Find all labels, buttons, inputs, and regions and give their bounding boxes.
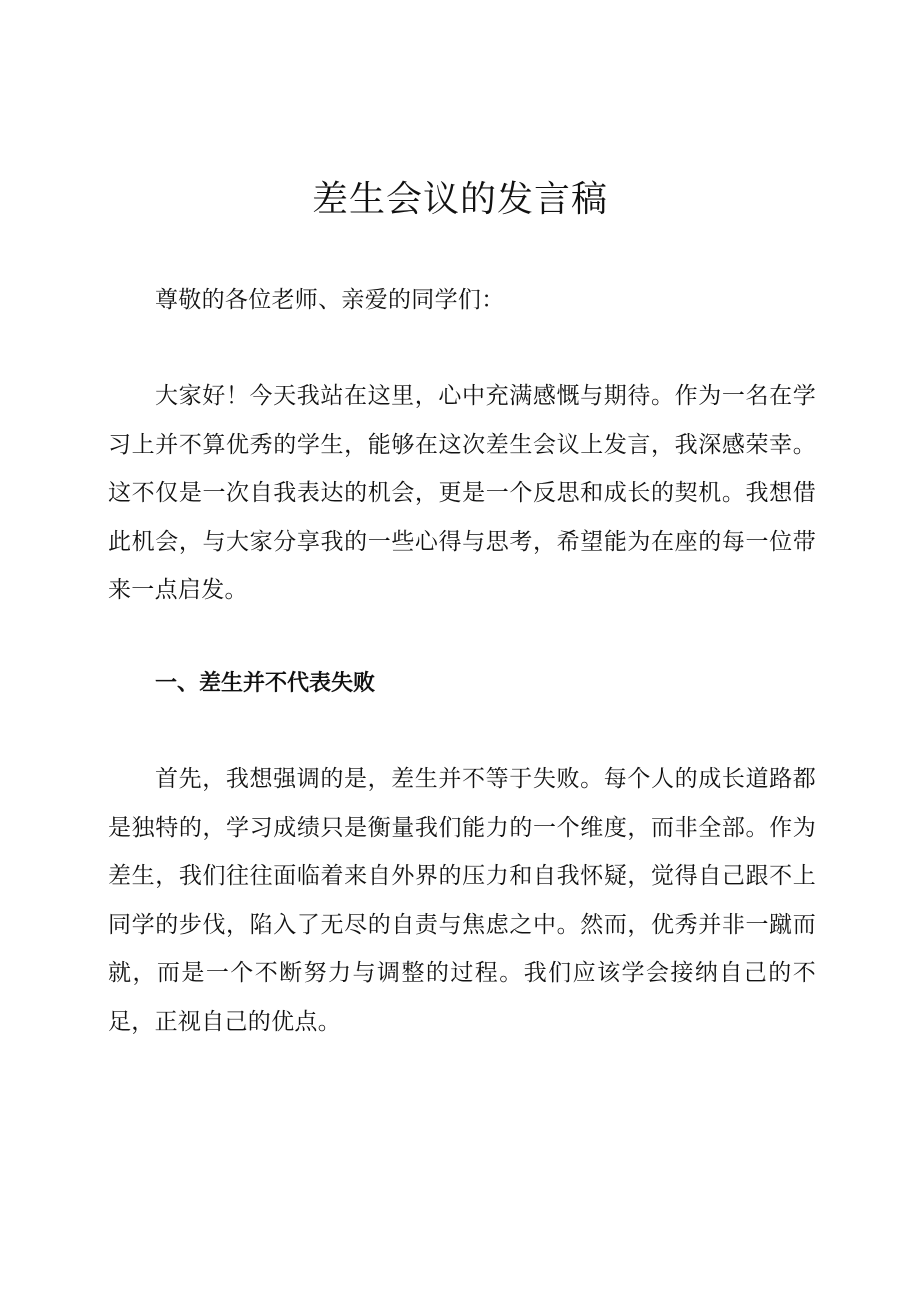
- paragraph-intro: 大家好！今天我站在这里，心中充满感慨与期待。作为一名在学习上并不算优秀的学生，能够在这次差生会议上发言，我深感荣幸。这不仅是一次自我表达的机会，更是一个反思和成长的契机。我想借此机会，与大家分享我的一些心得与思考，希望能为在座的每一位带来一点启发。: [108, 383, 816, 603]
- document-title: 差生会议的发言稿: [311, 179, 608, 220]
- salutation: 尊敬的各位老师、亲爱的同学们：: [155, 287, 505, 313]
- section-heading: 一、差生并不代表失败: [155, 671, 376, 696]
- paragraph-section-one: 首先，我想强调的是，差生并不等于失败。每个人的成长道路都是独特的，学习成绩只是衡量我们能力的一个维度，而非全部。作为差生，我们往往面临着来自外界的压力和自我怀疑，觉得自己跟不上同学的步伐，陷入了无尽的自责与焦虑之中。然而，优秀并非一蹴而就，而是一个不断努力与调整的过程。我们应该学会接纳自己的不足，正视自己的优点。: [108, 766, 816, 1035]
